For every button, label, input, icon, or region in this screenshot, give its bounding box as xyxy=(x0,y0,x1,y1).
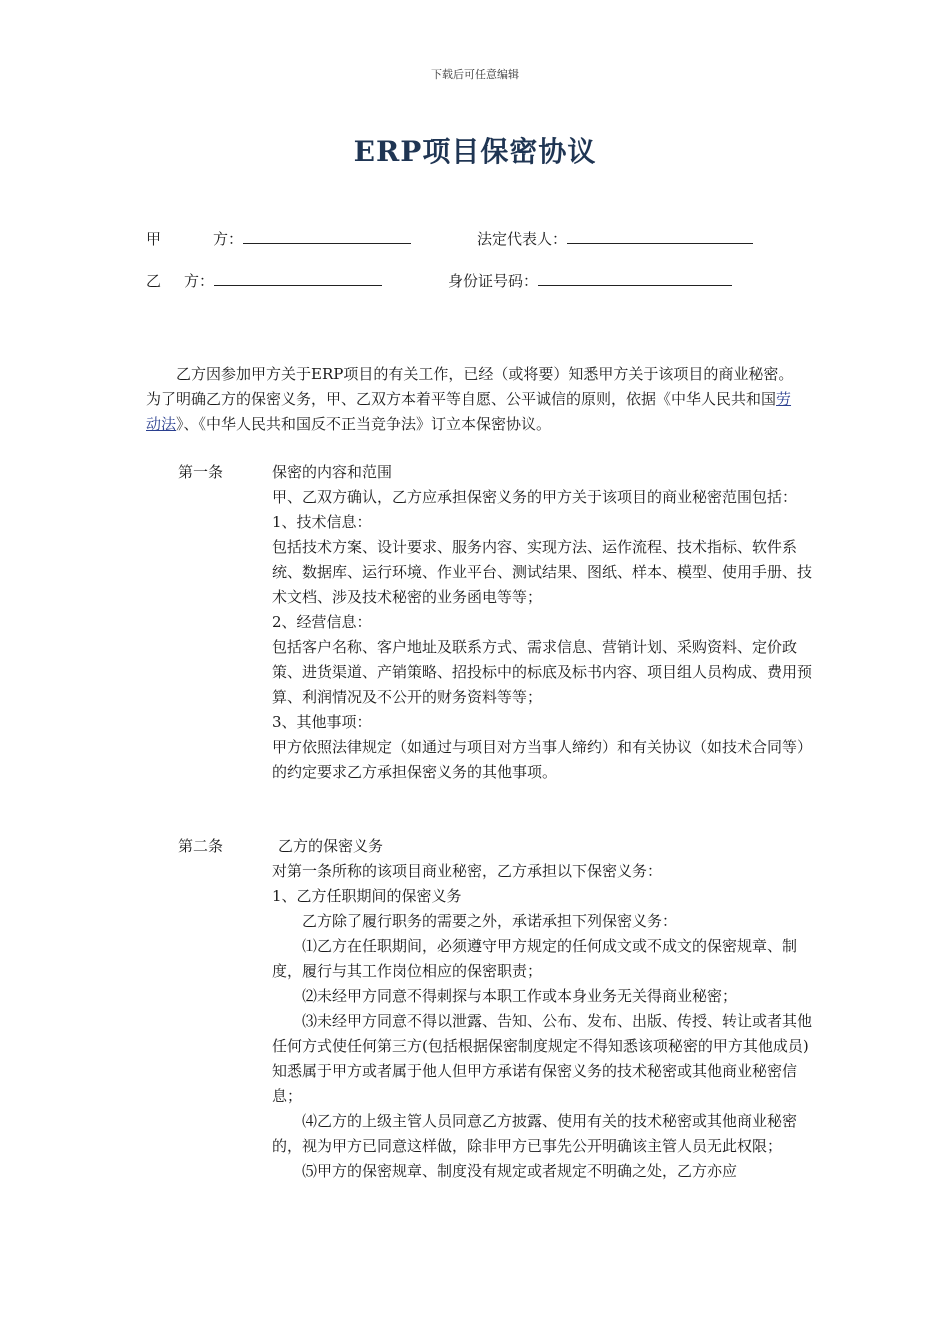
article-2-line: 1、乙方任职期间的保密义务 xyxy=(272,887,462,905)
article-1-line: 包括客户名称、客户地址及联系方式、需求信息、营销计划、采购资料、定价政策、进货渠道、产销策略、招投标中的标底及标书内容、项目组人员构成、费用预算、利润情况及不公开的财务资料等等； xyxy=(272,638,813,706)
party-a-row xyxy=(146,228,753,249)
intro-text-1: 乙方因参加甲方关于ERP项目的有关工作，已经（或将要）知悉甲方关于该项目的商业秘密。为了明确乙方的保密义务，甲、乙双方本着平等自愿、公平诚信的原则，依据《中华人民共和国 xyxy=(146,365,794,408)
obligation-item: ⑸甲方的保密规章、制度没有规定或者规定不明确之处，乙方亦应 xyxy=(302,1162,738,1180)
intro-paragraph xyxy=(146,362,806,437)
article-2-line: 乙方除了履行职务的需要之外，承诺承担下列保密义务： xyxy=(302,912,678,930)
party-b-name-line xyxy=(214,271,382,286)
intro-text-2: 》、《中华人民共和国反不正当竞争法》订立本保密协议。 xyxy=(176,415,552,433)
obligation-item: ⑷乙方的上级主管人员同意乙方披露、使用有关的技术秘密或其他商业秘密的，视为甲方已同意这样做，除非甲方已事先公开明确该主管人员无此权限； xyxy=(272,1112,798,1155)
legal-rep-line xyxy=(567,229,753,244)
party-b-row xyxy=(146,270,732,291)
article-1-number: 第一条 xyxy=(178,463,224,481)
article-2 xyxy=(178,834,828,1184)
party-a-label-1: 甲 xyxy=(146,230,162,248)
article-1-line: 1、技术信息： xyxy=(272,513,372,531)
article-1-line: 2、经营信息： xyxy=(272,613,372,631)
article-2-body xyxy=(272,834,812,1184)
obligation-item: ⑴乙方在任职期间，必须遵守甲方规定的任何成文或不成文的保密规章、制度，履行与其工作岗位相应的保密职责； xyxy=(272,937,798,980)
article-2-heading: 乙方的保密义务 xyxy=(278,837,384,855)
labor-law-link[interactable]: 劳动法 xyxy=(146,390,792,433)
party-a-label-2: 方： xyxy=(213,230,244,248)
article-1-body xyxy=(272,460,812,785)
article-1-line: 甲、乙双方确认，乙方应承担保密义务的甲方关于该项目的商业秘密范围包括： xyxy=(272,488,798,506)
party-b-label-2: 方： xyxy=(184,272,215,290)
page-title: ERP项目保密协议 xyxy=(353,135,597,168)
id-number-label: 身份证号码： xyxy=(448,272,539,290)
header-note: 下载后可任意编辑 xyxy=(431,68,519,81)
id-number-line xyxy=(538,271,732,286)
party-b-label-1: 乙 xyxy=(146,272,162,290)
obligation-item: ⑶未经甲方同意不得以泄露、告知、公布、发布、出版、传授、转让或者其他任何方式使任何第三方(包括根据保密制度规定不得知悉该项秘密的甲方其他成员)知悉属于甲方或者属于他人但甲方承诺有保密义务的技术秘密或其他商业秘密信息； xyxy=(272,1012,813,1105)
article-1-line: 3、其他事项： xyxy=(272,713,372,731)
article-1 xyxy=(178,460,828,785)
article-1-line: 甲方依照法律规定（如通过与项目对方当事人缔约）和有关协议（如技术合同等）的约定要求乙方承担保密义务的其他事项。 xyxy=(272,738,813,781)
party-a-name-line xyxy=(243,229,411,244)
legal-rep-label: 法定代表人： xyxy=(477,230,568,248)
article-1-heading: 保密的内容和范围 xyxy=(272,463,393,481)
obligation-item: ⑵未经甲方同意不得刺探与本职工作或本身业务无关得商业秘密； xyxy=(302,987,738,1005)
article-1-line: 包括技术方案、设计要求、服务内容、实现方法、运作流程、技术指标、软件系统、数据库、运行环境、作业平台、测试结果、图纸、样本、模型、使用手册、技术文档、涉及技术秘密的业务函电等等； xyxy=(272,538,813,606)
article-2-number: 第二条 xyxy=(178,837,224,855)
article-2-line: 对第一条所称的该项目商业秘密，乙方承担以下保密义务： xyxy=(272,862,663,880)
